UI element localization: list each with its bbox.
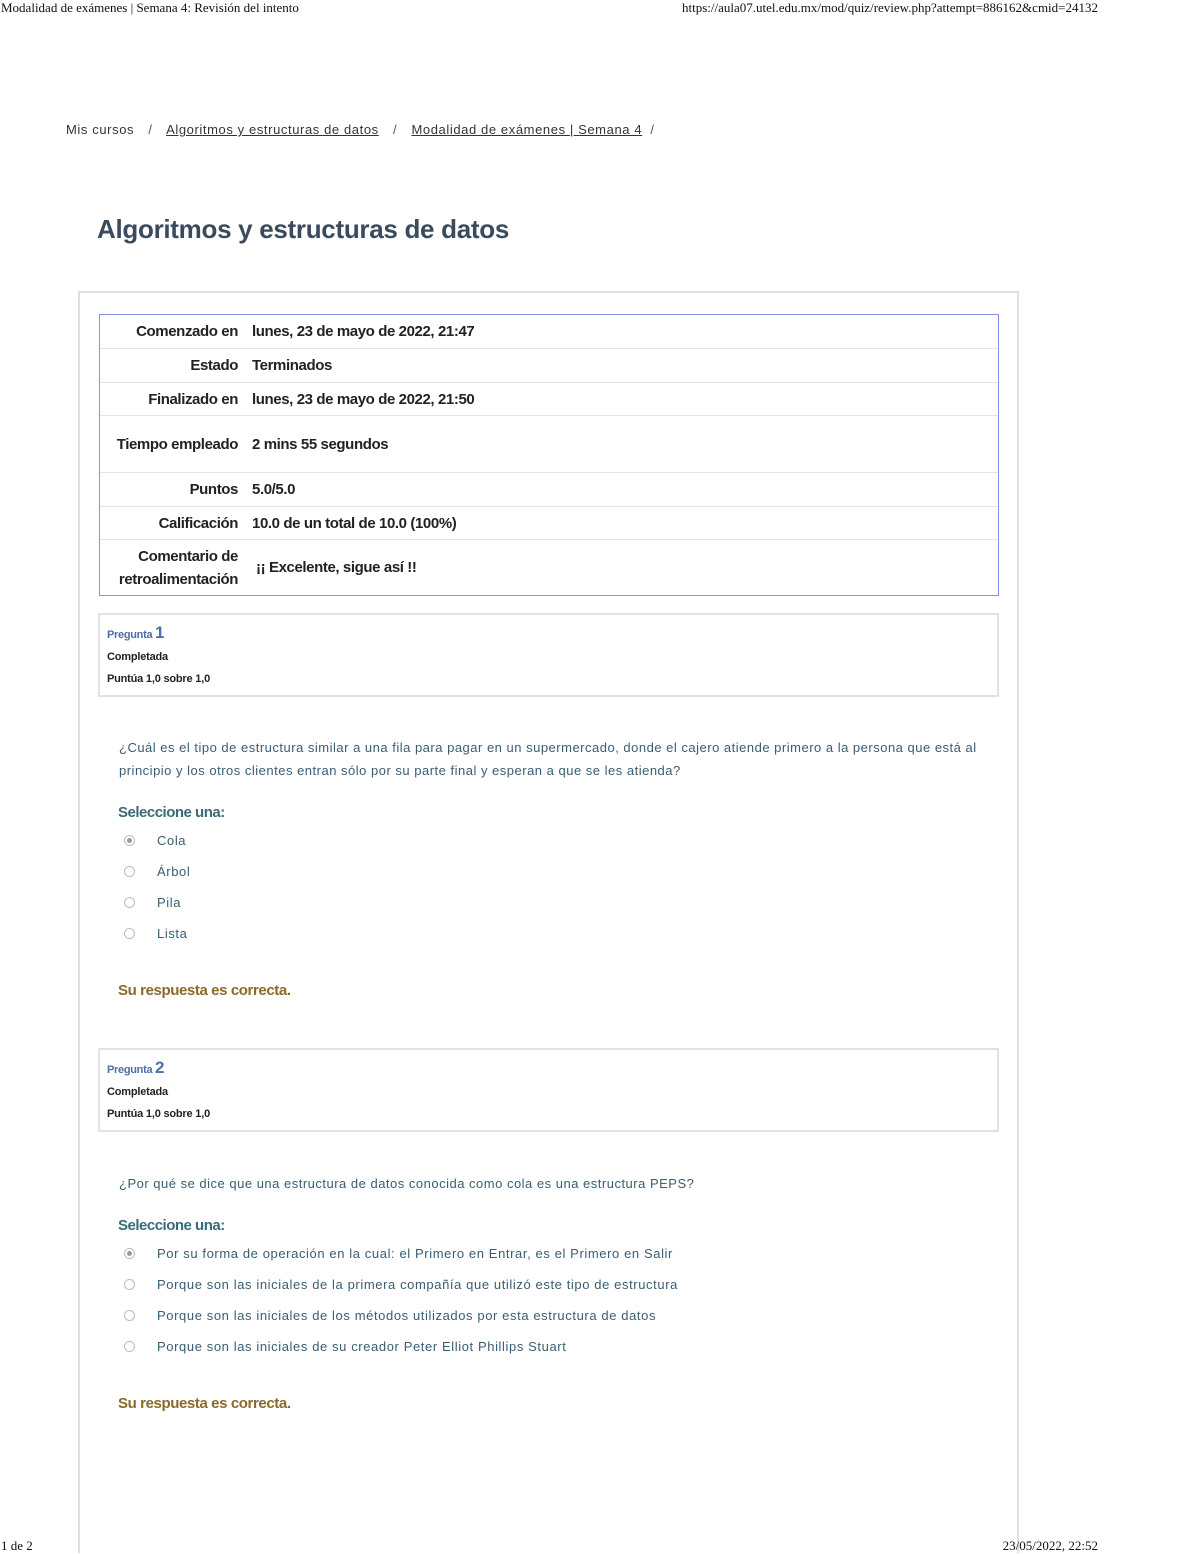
summary-row [100, 383, 998, 416]
summary-row [100, 315, 998, 349]
question-info-2 [98, 1048, 999, 1132]
breadcrumb-home[interactable]: Mis cursos [66, 122, 135, 137]
page-title: Algoritmos y estructuras de datos [97, 214, 509, 244]
answer-label: Porque son las iniciales de la primera compañía que utilizó este tipo de estructura [157, 1277, 678, 1292]
answer-option[interactable] [124, 1300, 984, 1331]
summary-value: lunes, 23 de mayo de 2022, 21:50 [252, 390, 475, 408]
breadcrumb-separator: / [650, 122, 655, 137]
breadcrumb-course-link[interactable]: Algoritmos y estructuras de datos [166, 122, 379, 137]
answer-label: Por su forma de operación en la cual: el Primero en Entrar, es el Primero en Salir [157, 1246, 673, 1261]
question-label: Pregunta [107, 629, 153, 641]
question-number-value: 2 [155, 1058, 165, 1077]
summary-row [100, 507, 998, 540]
question-number [107, 623, 997, 643]
question-info-1 [98, 613, 999, 697]
answer-list [124, 1238, 984, 1362]
answer-feedback: Su respuesta es correcta. [118, 982, 291, 999]
print-timestamp: 23/05/2022, 22:52 [1002, 1538, 1098, 1553]
answer-label: Porque son las iniciales de los métodos utilizados por esta estructura de datos [157, 1308, 657, 1323]
radio-button[interactable] [124, 928, 135, 939]
summary-row [100, 349, 998, 383]
summary-row [100, 473, 998, 507]
radio-button[interactable] [124, 1279, 135, 1290]
answer-option[interactable] [124, 1238, 984, 1269]
print-page-url: https://aula07.utel.edu.mx/mod/quiz/review.php?attempt=886162&cmid=24132 [681, 0, 1098, 15]
radio-button-selected[interactable] [124, 1248, 135, 1259]
answer-option[interactable] [124, 1269, 984, 1300]
question-grade: Puntúa 1,0 sobre 1,0 [107, 1108, 210, 1120]
breadcrumb [66, 122, 665, 137]
summary-label: Estado [190, 357, 238, 374]
summary-row [100, 540, 998, 595]
breadcrumb-separator: / [148, 122, 153, 137]
summary-label: Comenzado en [136, 323, 238, 340]
summary-label: Puntos [189, 481, 238, 498]
summary-value: lunes, 23 de mayo de 2022, 21:47 [252, 323, 475, 340]
print-footer [0, 1538, 1200, 1554]
answer-list [124, 825, 984, 949]
radio-button[interactable] [124, 866, 135, 877]
question-grade: Puntúa 1,0 sobre 1,0 [107, 673, 210, 685]
print-page-count: 1 de 2 [1, 1538, 33, 1553]
answer-feedback: Su respuesta es correcta. [118, 1395, 291, 1412]
answer-label: Árbol [157, 864, 191, 879]
summary-row [100, 416, 998, 473]
answer-option[interactable] [124, 825, 984, 856]
answer-option[interactable] [124, 887, 984, 918]
question-text: ¿Por qué se dice que una estructura de datos conocida como cola es una estructura PEPS? [119, 1176, 695, 1191]
answer-option[interactable] [124, 918, 984, 949]
answer-prompt: Seleccione una: [118, 1217, 225, 1234]
question-state: Completada [107, 1086, 168, 1098]
summary-value: 5.0/5.0 [252, 481, 296, 498]
question-label: Pregunta [107, 1064, 153, 1076]
radio-button[interactable] [124, 897, 135, 908]
summary-label: Calificación [158, 514, 238, 532]
answer-label: Pila [157, 895, 182, 910]
radio-button-selected[interactable] [124, 835, 135, 846]
radio-button[interactable] [124, 1310, 135, 1321]
question-text: ¿Cuál es el tipo de estructura similar a una fila para pagar en un supermercado, donde el cajero atiende primero a la persona que está al principio y los otros clientes entran sólo por su parte final y esperan a que se les atienda? [119, 740, 977, 778]
summary-value: ¡¡ Excelente, sigue así !! [256, 559, 417, 576]
question-state: Completada [107, 651, 168, 663]
print-page-title: Modalidad de exámenes | Semana 4: Revisión del intento [1, 0, 299, 15]
radio-button[interactable] [124, 1341, 135, 1352]
question-number-value: 1 [155, 623, 165, 642]
summary-value: 2 mins 55 segundos [252, 435, 389, 453]
summary-value: Terminados [252, 357, 332, 374]
answer-label: Cola [157, 833, 187, 848]
summary-label: Comentario de retroalimentación [118, 547, 238, 588]
summary-value: 10.0 de un total de 10.0 (100%) [252, 514, 457, 532]
answer-prompt: Seleccione una: [118, 804, 225, 821]
attempt-summary-table [99, 314, 999, 596]
question-number [107, 1058, 997, 1078]
breadcrumb-quiz-link[interactable]: Modalidad de exámenes | Semana 4 [411, 122, 643, 137]
answer-option[interactable] [124, 856, 984, 887]
answer-option[interactable] [124, 1331, 984, 1362]
breadcrumb-separator: / [393, 122, 398, 137]
summary-label: Tiempo empleado [116, 435, 238, 453]
summary-label: Finalizado en [148, 390, 238, 408]
print-header [0, 0, 1200, 16]
answer-label: Lista [157, 926, 188, 941]
answer-label: Porque son las iniciales de su creador Peter Elliot Phillips Stuart [157, 1339, 567, 1354]
